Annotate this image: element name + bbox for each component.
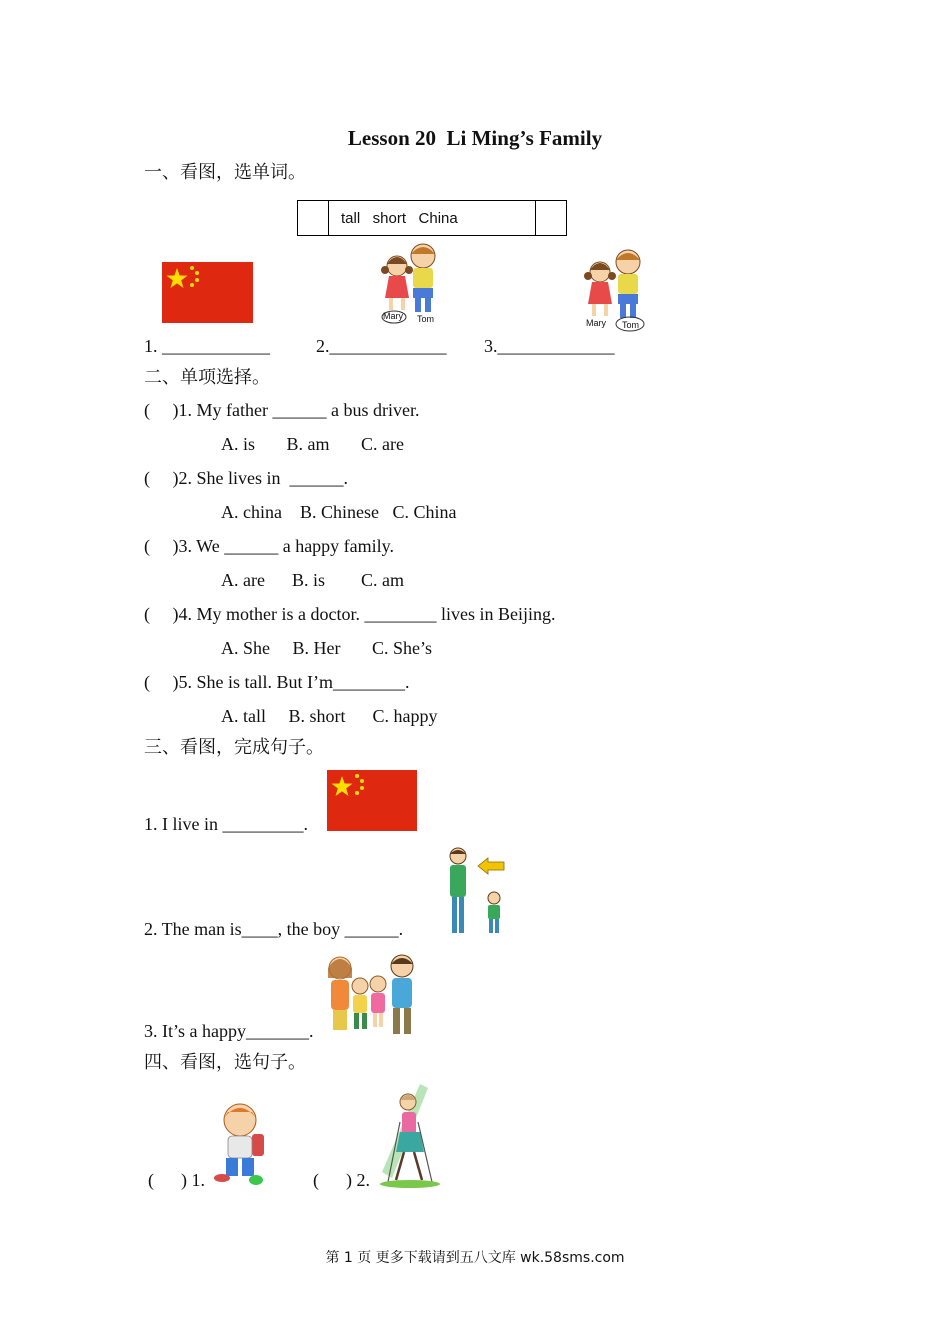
china-flag-image-2 bbox=[327, 770, 417, 831]
question-2-options: A. china B. Chinese C. China bbox=[221, 502, 457, 522]
sentence-2: 2. The man is____, the boy ______. bbox=[144, 919, 404, 939]
choice-item-1[interactable]: ( ) 1. bbox=[148, 1170, 205, 1190]
section-heading-2: 二、单项选择。 bbox=[144, 367, 270, 388]
label-tom: Tom bbox=[417, 314, 435, 324]
question-5: ( )5. She is tall. But I’m________. bbox=[144, 672, 410, 692]
china-flag-image bbox=[162, 262, 253, 323]
page-title: Lesson 20 Li Ming’s Family bbox=[347, 126, 603, 150]
label-tom-2: Tom bbox=[622, 320, 640, 330]
section-heading-3: 三、看图，完成句子。 bbox=[144, 737, 324, 758]
sentence-3: 3. It’s a happy_______. bbox=[144, 1021, 314, 1041]
label-mary-2: Mary bbox=[586, 318, 606, 328]
hiking-woman-image bbox=[376, 1082, 444, 1190]
section-heading-4: 四、看图，选句子。 bbox=[144, 1052, 306, 1073]
children-image-tom-circled bbox=[580, 244, 650, 334]
happy-family-image bbox=[322, 952, 426, 1038]
page-footer: 第 1 页 更多下载请到五八文库 wk.58sms.com bbox=[325, 1250, 625, 1266]
running-boy-image bbox=[212, 1100, 268, 1188]
blank-3[interactable]: 3._____________ bbox=[484, 336, 615, 356]
blank-1[interactable]: 1. ____________ bbox=[144, 336, 270, 356]
question-1: ( )1. My father ______ a bus driver. bbox=[144, 400, 420, 420]
question-1-options: A. is B. am C. are bbox=[221, 434, 404, 454]
blank-2[interactable]: 2._____________ bbox=[316, 336, 447, 356]
question-3-options: A. are B. is C. am bbox=[221, 570, 404, 590]
question-5-options: A. tall B. short C. happy bbox=[221, 706, 438, 726]
question-4-options: A. She B. Her C. She’s bbox=[221, 638, 432, 658]
label-mary: Mary bbox=[383, 311, 403, 321]
word-box-words: tall short China bbox=[341, 210, 458, 227]
word-box bbox=[297, 200, 567, 236]
question-2: ( )2. She lives in ______. bbox=[144, 468, 348, 488]
question-3: ( )3. We ______ a happy family. bbox=[144, 536, 394, 556]
choice-item-2[interactable]: ( ) 2. bbox=[313, 1170, 370, 1190]
section-heading-1: 一、看图，选单词。 bbox=[144, 162, 306, 183]
tall-man-short-boy-image bbox=[444, 846, 510, 938]
children-image-mary-circled bbox=[377, 240, 443, 326]
sentence-1: 1. I live in _________. bbox=[144, 814, 308, 834]
question-4: ( )4. My mother is a doctor. ________ lives in Beijing. bbox=[144, 604, 556, 624]
